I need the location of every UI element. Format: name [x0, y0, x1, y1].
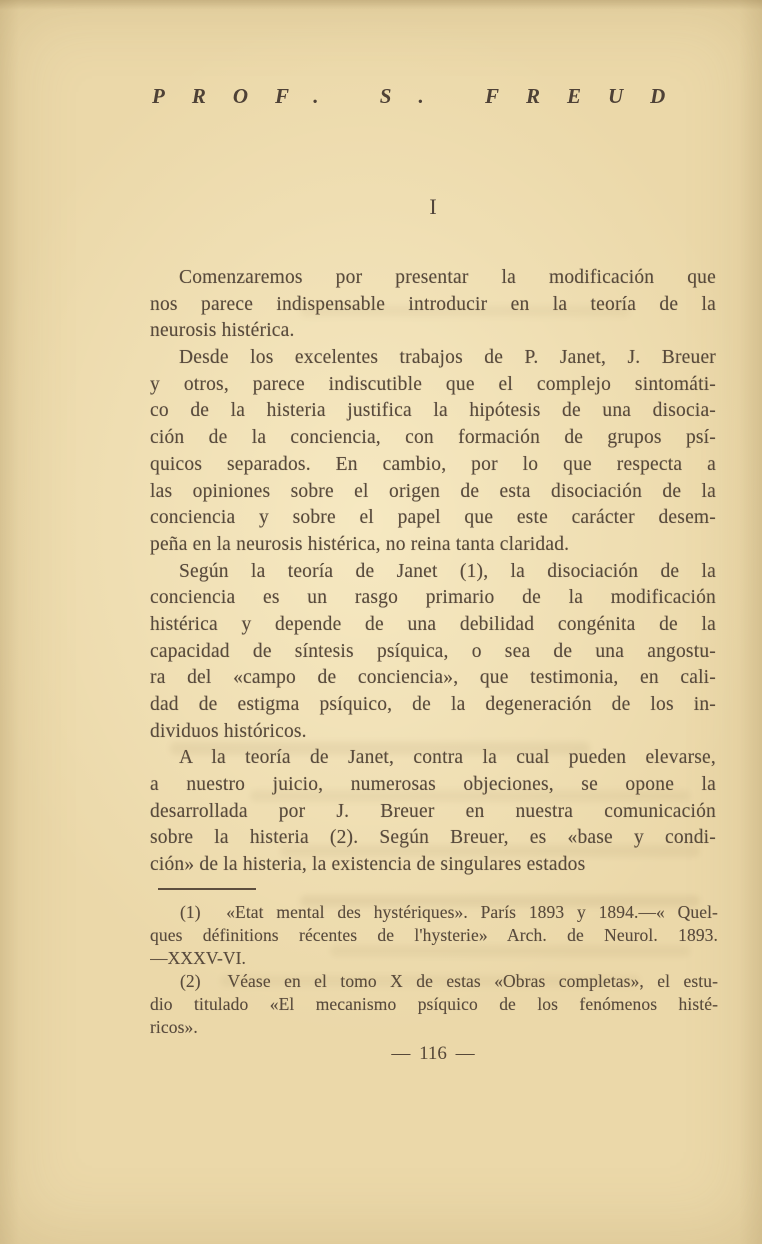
- text-line: peña en la neurosis histérica, no reina tanta claridad.: [150, 533, 570, 555]
- text-line: dad de estigma psíquico, de la degeneración de los in-: [150, 694, 716, 715]
- text-line: neurosis histérica.: [150, 320, 295, 342]
- text-line: A la teoría de Janet, contra la cual pueden elevarse,: [179, 747, 716, 769]
- text-line: y otros, parece indiscutible que el complejo sintomáti-: [150, 373, 716, 395]
- text-line: ques définitions récentes de l'hysterie» Arch. de Neurol. 1893.: [150, 925, 718, 945]
- text-line: Según la teoría de Janet (1), la disociación de la: [179, 560, 716, 582]
- text-line: Comenzaremos por presentar la modificación que: [179, 267, 716, 288]
- body-text: [150, 265, 716, 879]
- text-line: ción de la conciencia, con formación de grupos psí-: [150, 427, 716, 449]
- footnotes: [150, 901, 718, 1039]
- text-line: dio titulado «El mecanismo psíquico de los fenómenos histé-: [150, 994, 718, 1014]
- text-line: histérica y depende de una debilidad congénita de la: [150, 613, 716, 635]
- page-header-author: PROF. S. FREUD: [152, 84, 693, 108]
- text-line: dividuos históricos.: [150, 720, 307, 742]
- text-line: ción» de la histeria, la existencia de singulares estados: [150, 854, 586, 876]
- text-line: conciencia y sobre el papel que este carácter desem-: [150, 507, 716, 529]
- text-line: desarrollada por J. Breuer en nuestra comunicación: [150, 800, 716, 822]
- text-line: quicos separados. En cambio, por lo que respecta a: [150, 453, 716, 475]
- text-line: las opiniones sobre el origen de esta disociación de la: [150, 480, 716, 502]
- text-line: (2) Véase en el tomo X de estas «Obras completas», el estu-: [180, 971, 718, 991]
- footnote-separator-rule: [158, 888, 256, 890]
- text-line: Desde los excelentes trabajos de P. Janet, J. Breuer: [179, 347, 716, 369]
- text-line: —XXXV-VI.: [150, 948, 247, 968]
- text-line: ricos».: [150, 1017, 198, 1037]
- text-line: (1) «Etat mental des hystériques». París 1893 y 1894.—« Quel-: [180, 902, 718, 922]
- text-line: capacidad de síntesis psíquica, o sea de una angostu-: [150, 640, 716, 662]
- text-line: ra del «campo de conciencia», que testimonia, en cali-: [150, 667, 716, 689]
- text-line: sobre la histeria (2). Según Breuer, es «base y condi-: [150, 827, 716, 849]
- text-line: a nuestro juicio, numerosas objeciones, se opone la: [150, 774, 716, 796]
- page-number: — 116 —: [391, 1043, 475, 1064]
- section-number: I: [429, 194, 437, 219]
- text-line: conciencia es un rasgo primario de la modificación: [150, 587, 716, 609]
- text-line: nos parece indispensable introducir en la teoría de la: [150, 293, 716, 315]
- text-line: co de la histeria justifica la hipótesis de una disocia-: [150, 400, 716, 422]
